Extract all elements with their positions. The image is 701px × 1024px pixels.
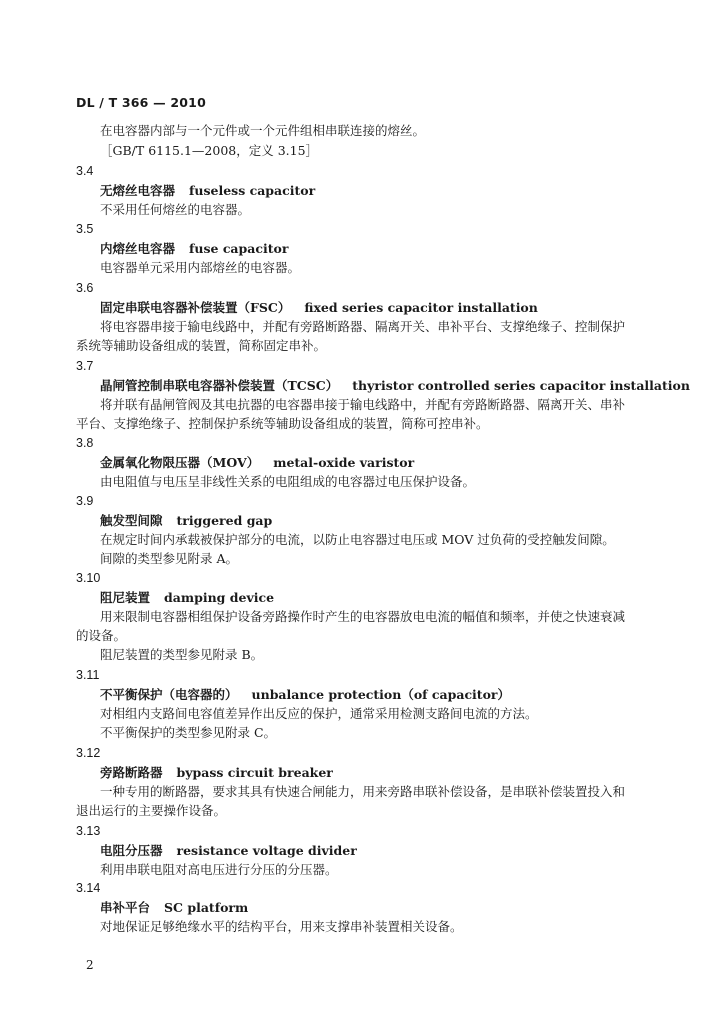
term-body-line: 在规定时间内承载被保护部分的电流，以防止电容器过电压或 MOV 过负荷的受控触发间隙。 (100, 532, 615, 547)
intro-line: 在电容器内部与一个元件或一个元件组相串联连接的熔丝。 (100, 123, 426, 138)
term-heading (100, 590, 274, 606)
term-body-line: 对相组内支路间电容值差异作出反应的保护，通常采用检测支路间电流的方法。 (100, 706, 538, 721)
term-body-line: 退出运行的主要操作设备。 (76, 803, 227, 818)
section-number: 3.14 (76, 881, 101, 895)
term-en: thyristor controlled series capacitor installation (352, 378, 690, 393)
section-number: 3.12 (76, 746, 101, 760)
term-cn: 金属氧化物限压器（MOV） (100, 455, 260, 470)
term-body-line: 利用串联电阻对高电压进行分压的分压器。 (100, 862, 338, 877)
term-en: metal-oxide varistor (273, 455, 415, 470)
section-number: 3.10 (76, 571, 101, 585)
term-en: resistance voltage divider (176, 843, 357, 858)
intro-reference: ［GB/T 6115.1—2008，定义 3.15］ (100, 143, 319, 158)
term-cn: 阻尼装置 (100, 590, 151, 605)
term-body-line: 由电阻值与电压呈非线性关系的电阻组成的电容器过电压保护设备。 (100, 474, 476, 489)
term-body-line: 电容器单元采用内部熔丝的电容器。 (100, 260, 301, 275)
section-number: 3.8 (76, 436, 94, 450)
term-en: fixed series capacitor installation (304, 300, 538, 315)
term-cn: 内熔丝电容器 (100, 241, 176, 256)
term-cn: 无熔丝电容器 (100, 183, 176, 198)
section-number: 3.9 (76, 494, 94, 508)
page-number: 2 (86, 958, 94, 972)
term-body-line: 用来限制电容器相组保护设备旁路操作时产生的电容器放电电流的幅值和频率，并使之快速衰减 (100, 609, 626, 624)
term-cn: 触发型间隙 (100, 513, 163, 528)
term-cn: 旁路断路器 (100, 765, 163, 780)
term-en: bypass circuit breaker (176, 765, 333, 780)
section-number: 3.13 (76, 824, 101, 838)
term-cn: 固定串联电容器补偿装置（FSC） (100, 300, 291, 315)
term-heading (100, 455, 414, 471)
term-heading (100, 241, 288, 257)
term-heading (100, 900, 248, 916)
term-cn: 串补平台 (100, 900, 151, 915)
section-number: 3.11 (76, 668, 100, 682)
term-heading (100, 183, 315, 199)
term-heading (100, 687, 510, 703)
term-body-line: 的设备。 (76, 628, 127, 643)
term-body-line: 不平衡保护的类型参见附录 C。 (100, 725, 277, 740)
term-body-line: 对地保证足够绝缘水平的结构平台，用来支撑串补装置相关设备。 (100, 919, 463, 934)
term-en: damping device (164, 590, 275, 605)
term-body-line: 阻尼装置的类型参见附录 B。 (100, 647, 264, 662)
section-number: 3.5 (76, 222, 94, 236)
term-en: triggered gap (176, 513, 273, 528)
term-heading (100, 765, 333, 781)
term-body-line: 间隙的类型参见附录 A。 (100, 551, 239, 566)
section-number: 3.7 (76, 359, 94, 373)
term-heading (100, 513, 272, 529)
section-number: 3.6 (76, 281, 94, 295)
standard-header: DL / T 366 — 2010 (76, 95, 206, 110)
term-heading (100, 843, 357, 859)
term-en: SC platform (164, 900, 249, 915)
section-number: 3.4 (76, 164, 94, 178)
term-cn: 晶闸管控制串联电容器补偿装置（TCSC） (100, 378, 339, 393)
term-body-line: 一种专用的断路器，要求其具有快速合闸能力，用来旁路串联补偿设备，是串联补偿装置投入和 (100, 784, 626, 799)
term-heading (100, 300, 538, 316)
term-cn: 不平衡保护（电容器的） (100, 687, 238, 702)
term-body-line: 平台、支撑绝缘子、控制保护系统等辅助设备组成的装置，简称可控串补。 (76, 416, 489, 431)
term-en: unbalance protection（of capacitor） (251, 687, 511, 702)
term-en: fuse capacitor (189, 241, 289, 256)
term-body-line: 将并联有晶闸管阀及其电抗器的电容器串接于输电线路中，并配有旁路断路器、隔离开关、串补 (100, 397, 626, 412)
term-body-line: 将电容器串接于输电线路中，并配有旁路断路器、隔离开关、串补平台、支撑绝缘子、控制保护 (100, 319, 626, 334)
term-heading (100, 378, 690, 394)
term-cn: 电阻分压器 (100, 843, 163, 858)
term-body-line: 不采用任何熔丝的电容器。 (100, 202, 251, 217)
term-body-line: 系统等辅助设备组成的装置，简称固定串补。 (76, 338, 327, 353)
term-en: fuseless capacitor (189, 183, 316, 198)
